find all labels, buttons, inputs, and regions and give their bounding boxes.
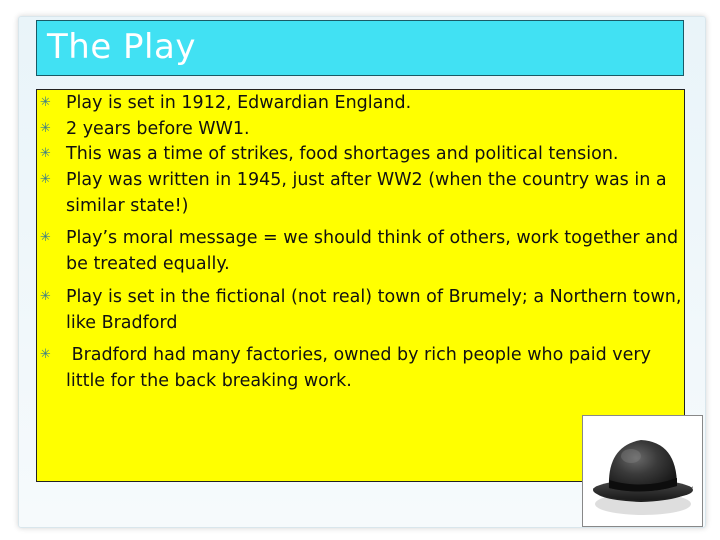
bullet-text: Bradford had many factories, owned by rich people who paid very little for the back breaking work. bbox=[66, 345, 657, 391]
bullet-list bbox=[36, 90, 686, 401]
asterisk-bullet-icon: ✳ bbox=[40, 95, 51, 110]
title-bar bbox=[36, 20, 684, 76]
bullet-text: 2 years before WW1. bbox=[66, 118, 250, 139]
bullet-text: Play’s moral message = we should think of others, work together and be treated equally. bbox=[66, 228, 679, 274]
bullet-text: Play is set in 1912, Edwardian England. bbox=[66, 93, 412, 113]
asterisk-bullet-icon: ✳ bbox=[40, 146, 51, 161]
list-item bbox=[36, 342, 686, 394]
bullet-text: Play was written in 1945, just after WW2 (when the country was in a similar state!) bbox=[66, 169, 667, 216]
list-item bbox=[36, 141, 686, 167]
list-item bbox=[36, 225, 686, 277]
list-item bbox=[36, 90, 686, 116]
bowler-hat-icon bbox=[583, 416, 702, 526]
asterisk-bullet-icon: ✳ bbox=[40, 230, 51, 245]
asterisk-bullet-icon: ✳ bbox=[40, 120, 51, 136]
asterisk-bullet-icon: ✳ bbox=[40, 347, 51, 362]
list-item bbox=[36, 167, 686, 219]
asterisk-bullet-icon: ✳ bbox=[40, 288, 51, 304]
bullet-text: Play is set in the fictional (not real) town of Brumely; a Northern town, like Bradford bbox=[66, 286, 682, 333]
bowler-hat-image bbox=[582, 415, 703, 527]
asterisk-bullet-icon: ✳ bbox=[40, 171, 51, 187]
list-item bbox=[36, 116, 686, 142]
list-item bbox=[36, 284, 686, 336]
bullet-text: This was a time of strikes, food shortages and political tension. bbox=[66, 144, 619, 164]
slide-title: The Play bbox=[47, 27, 196, 67]
